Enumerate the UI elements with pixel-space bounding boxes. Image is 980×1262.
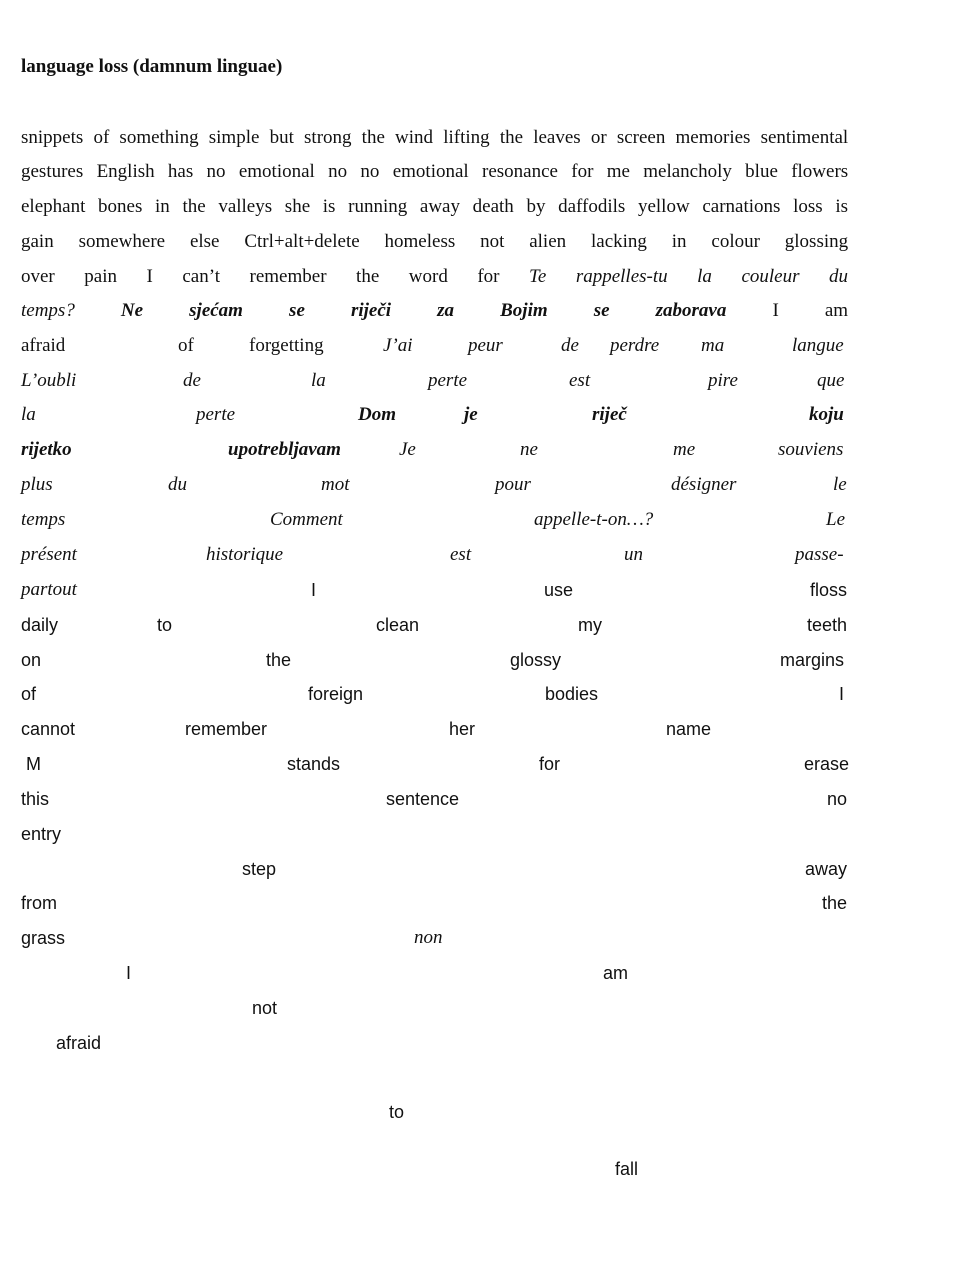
poem-word: am [603,963,629,983]
poem-word: use [544,580,574,600]
poem-word: L’oubli [21,370,77,391]
poem-word: ne [520,439,538,460]
poem-word: gestures [21,161,84,182]
poem-word: step [242,859,277,879]
poem-word: la [21,404,36,425]
poem-word: riječi [350,300,392,321]
poem-word: souviens [778,439,844,460]
poem-word: grass [21,928,66,948]
poem-word: de [183,370,201,391]
poem-word: memories [675,127,751,148]
poem-word: but [269,127,294,148]
poem-word: I [126,963,132,983]
poem-word: alien [529,231,567,252]
poem-line [21,162,848,181]
poem-word: le [833,474,847,495]
poem-word: remember [185,719,268,739]
poem-word: est [569,370,591,391]
poem-word: koju [809,404,844,425]
poem-word: I [146,266,153,287]
poem-word: Bojim [500,300,548,321]
poem-line [21,301,848,320]
poem-word: over [21,266,55,287]
poem-word: snippets [21,127,84,148]
poem-word: daffodils [558,196,626,217]
poem-word: sentence [386,789,460,809]
poem-word: I [839,684,845,704]
poem-word: colour [711,231,760,252]
poem-word: temps? [21,300,75,321]
poem-word: melancholy [643,161,732,182]
poem-word: her [449,719,476,739]
poem-word: Te [529,266,547,287]
poem-word: cannot [21,719,76,739]
poem-word: plus [21,474,53,495]
poem-word: emotional [238,161,315,182]
poem-word: erase [804,754,850,774]
poem-word: is [835,196,848,217]
poem-word: upotrebljavam [228,439,341,460]
poem-word: the [356,266,380,287]
poem-word: fall [615,1159,639,1179]
poem-line [21,232,848,251]
poem-word: floss [810,580,848,600]
poem-word: no [827,789,848,809]
poem-word: wind [395,127,434,148]
poem-word: la [311,370,326,391]
poem-word: margins [780,650,845,670]
poem-word: non [414,927,443,948]
poem-word: langue [792,335,844,356]
poem-word: by [526,196,546,217]
poem-word: est [450,544,472,565]
poem-word: Ne [120,300,144,321]
poem-word: leaves [533,127,581,148]
poem-word: am [824,300,849,321]
poem-word: flowers [791,161,849,182]
poem-word: homeless [384,231,456,252]
poem-word: English [96,161,155,182]
poem-word: rappelles-tu [575,266,668,287]
poem-word: has [167,161,194,182]
poem-word: peur [468,335,503,356]
poem-word: sjećam [189,300,243,321]
poem-word: la [697,266,712,287]
poem-word: forgetting [249,335,324,356]
poem-word: perdre [610,335,660,356]
poem-word: partout [21,579,77,600]
poem-word: to [389,1102,405,1122]
poem-word: me [673,439,696,460]
poem-word: for [539,754,561,774]
poem-word: the [182,196,206,217]
poem-word: foreign [308,684,364,704]
poem-word: un [624,544,643,565]
poem-word: pire [708,370,738,391]
poem-word: elephant [21,196,86,217]
poem-word: in [155,196,170,217]
poem-word: daily [21,615,59,635]
poem-word: perte [428,370,468,391]
poem-word: teeth [807,615,848,635]
poem-word: not [252,998,278,1018]
poem-word: death [472,196,514,217]
poem-word: else [189,231,220,252]
poem-word: I [311,580,317,600]
poem-word: perte [196,404,236,425]
poem-word: du [168,474,187,495]
poem-word: bones [98,196,143,217]
poem-word: of [178,335,194,356]
poem-word: appelle-t-on…? [534,509,654,530]
poem-word: the [822,893,848,913]
poem-word: strong [304,127,352,148]
poem-word: the [361,127,385,148]
poem-word: gain [21,231,54,252]
poem-word: bodies [545,684,599,704]
poem-word: my [578,615,602,635]
poem-word: simple [208,127,260,148]
poem-word: stands [287,754,341,774]
poem-word: zaborava [655,300,727,321]
poem-word: in [671,231,687,252]
poem-word: of [93,127,110,148]
poem-word: no [328,161,348,182]
poem-word: désigner [671,474,737,495]
poem-word: ma [701,335,725,356]
poem-word: M [26,754,41,774]
poem-word: can’t [182,266,220,287]
poem-word: passe- [795,544,844,565]
poem-word: afraid [56,1033,102,1053]
poem-word: running [348,196,408,217]
poem-word: je [464,404,478,425]
poem-word: or [590,127,607,148]
poem-word: for [477,266,500,287]
poem-word: za [437,300,455,321]
poem-word: of [21,684,37,704]
poem-word: to [157,615,173,635]
poem-word: glossing [784,231,849,252]
poem-word: sentimental [760,127,849,148]
poem-word: clean [376,615,420,635]
poem-word: lacking [590,231,647,252]
poem-word: not [480,231,505,252]
poem-word: remember [249,266,327,287]
poem-word: something [119,127,199,148]
poem-word: blue [745,161,778,182]
poem-word: away [419,196,460,217]
poem-word: Comment [270,509,343,530]
poem-word: pour [495,474,531,495]
poem-word: J’ai [383,335,413,356]
poem-word: somewhere [78,231,166,252]
poem-word: couleur [741,266,800,287]
poem-word: loss [793,196,823,217]
poem-word: away [805,859,848,879]
poem-word: emotional [392,161,469,182]
poem-line [21,128,848,147]
poem-word: lifting [443,127,490,148]
poem-word: glossy [510,650,562,670]
poem-word: is [322,196,336,217]
poem-word: no [206,161,226,182]
poem-word: afraid [21,335,66,356]
poem-word: from [21,893,57,913]
poem-word: word [408,266,448,287]
poem-word: yellow [637,196,690,217]
poem-word: Ctrl+alt+delete [244,231,360,252]
poem-word: présent [21,544,77,565]
poem-word: she [284,196,311,217]
poem-word: entry [21,824,62,844]
poem-title: language loss (damnum linguae) [21,56,283,77]
poem-word: du [829,266,849,287]
poem-word: I [772,300,779,321]
poem-word: on [21,650,42,670]
poem-word: se [593,300,610,321]
poem-word: temps [21,509,66,530]
poem-word: mot [321,474,350,495]
poem-word: historique [206,544,284,565]
poem-word: carnations [702,196,781,217]
poem-word: this [21,789,50,809]
poem-word: the [499,127,524,148]
poem-word: screen [616,127,666,148]
poem-word: valleys [218,196,273,217]
poem-word: rijetko [21,439,72,460]
poem-word: Je [399,439,416,460]
poem-word: Le [826,509,845,530]
poem-word: que [817,370,845,391]
poem-word: riječ [592,404,627,425]
poem-word: name [666,719,712,739]
poem-word: de [561,335,579,356]
poem-line [21,197,848,216]
poem-word: no [360,161,380,182]
poem-word: the [266,650,292,670]
poem-word: for [571,161,594,182]
poem-word: pain [84,266,117,287]
poem-line [21,267,848,286]
poem-word: se [289,300,305,321]
poem-word: Dom [358,404,396,425]
poem-word: resonance [482,161,558,182]
poem-word: me [606,161,630,182]
